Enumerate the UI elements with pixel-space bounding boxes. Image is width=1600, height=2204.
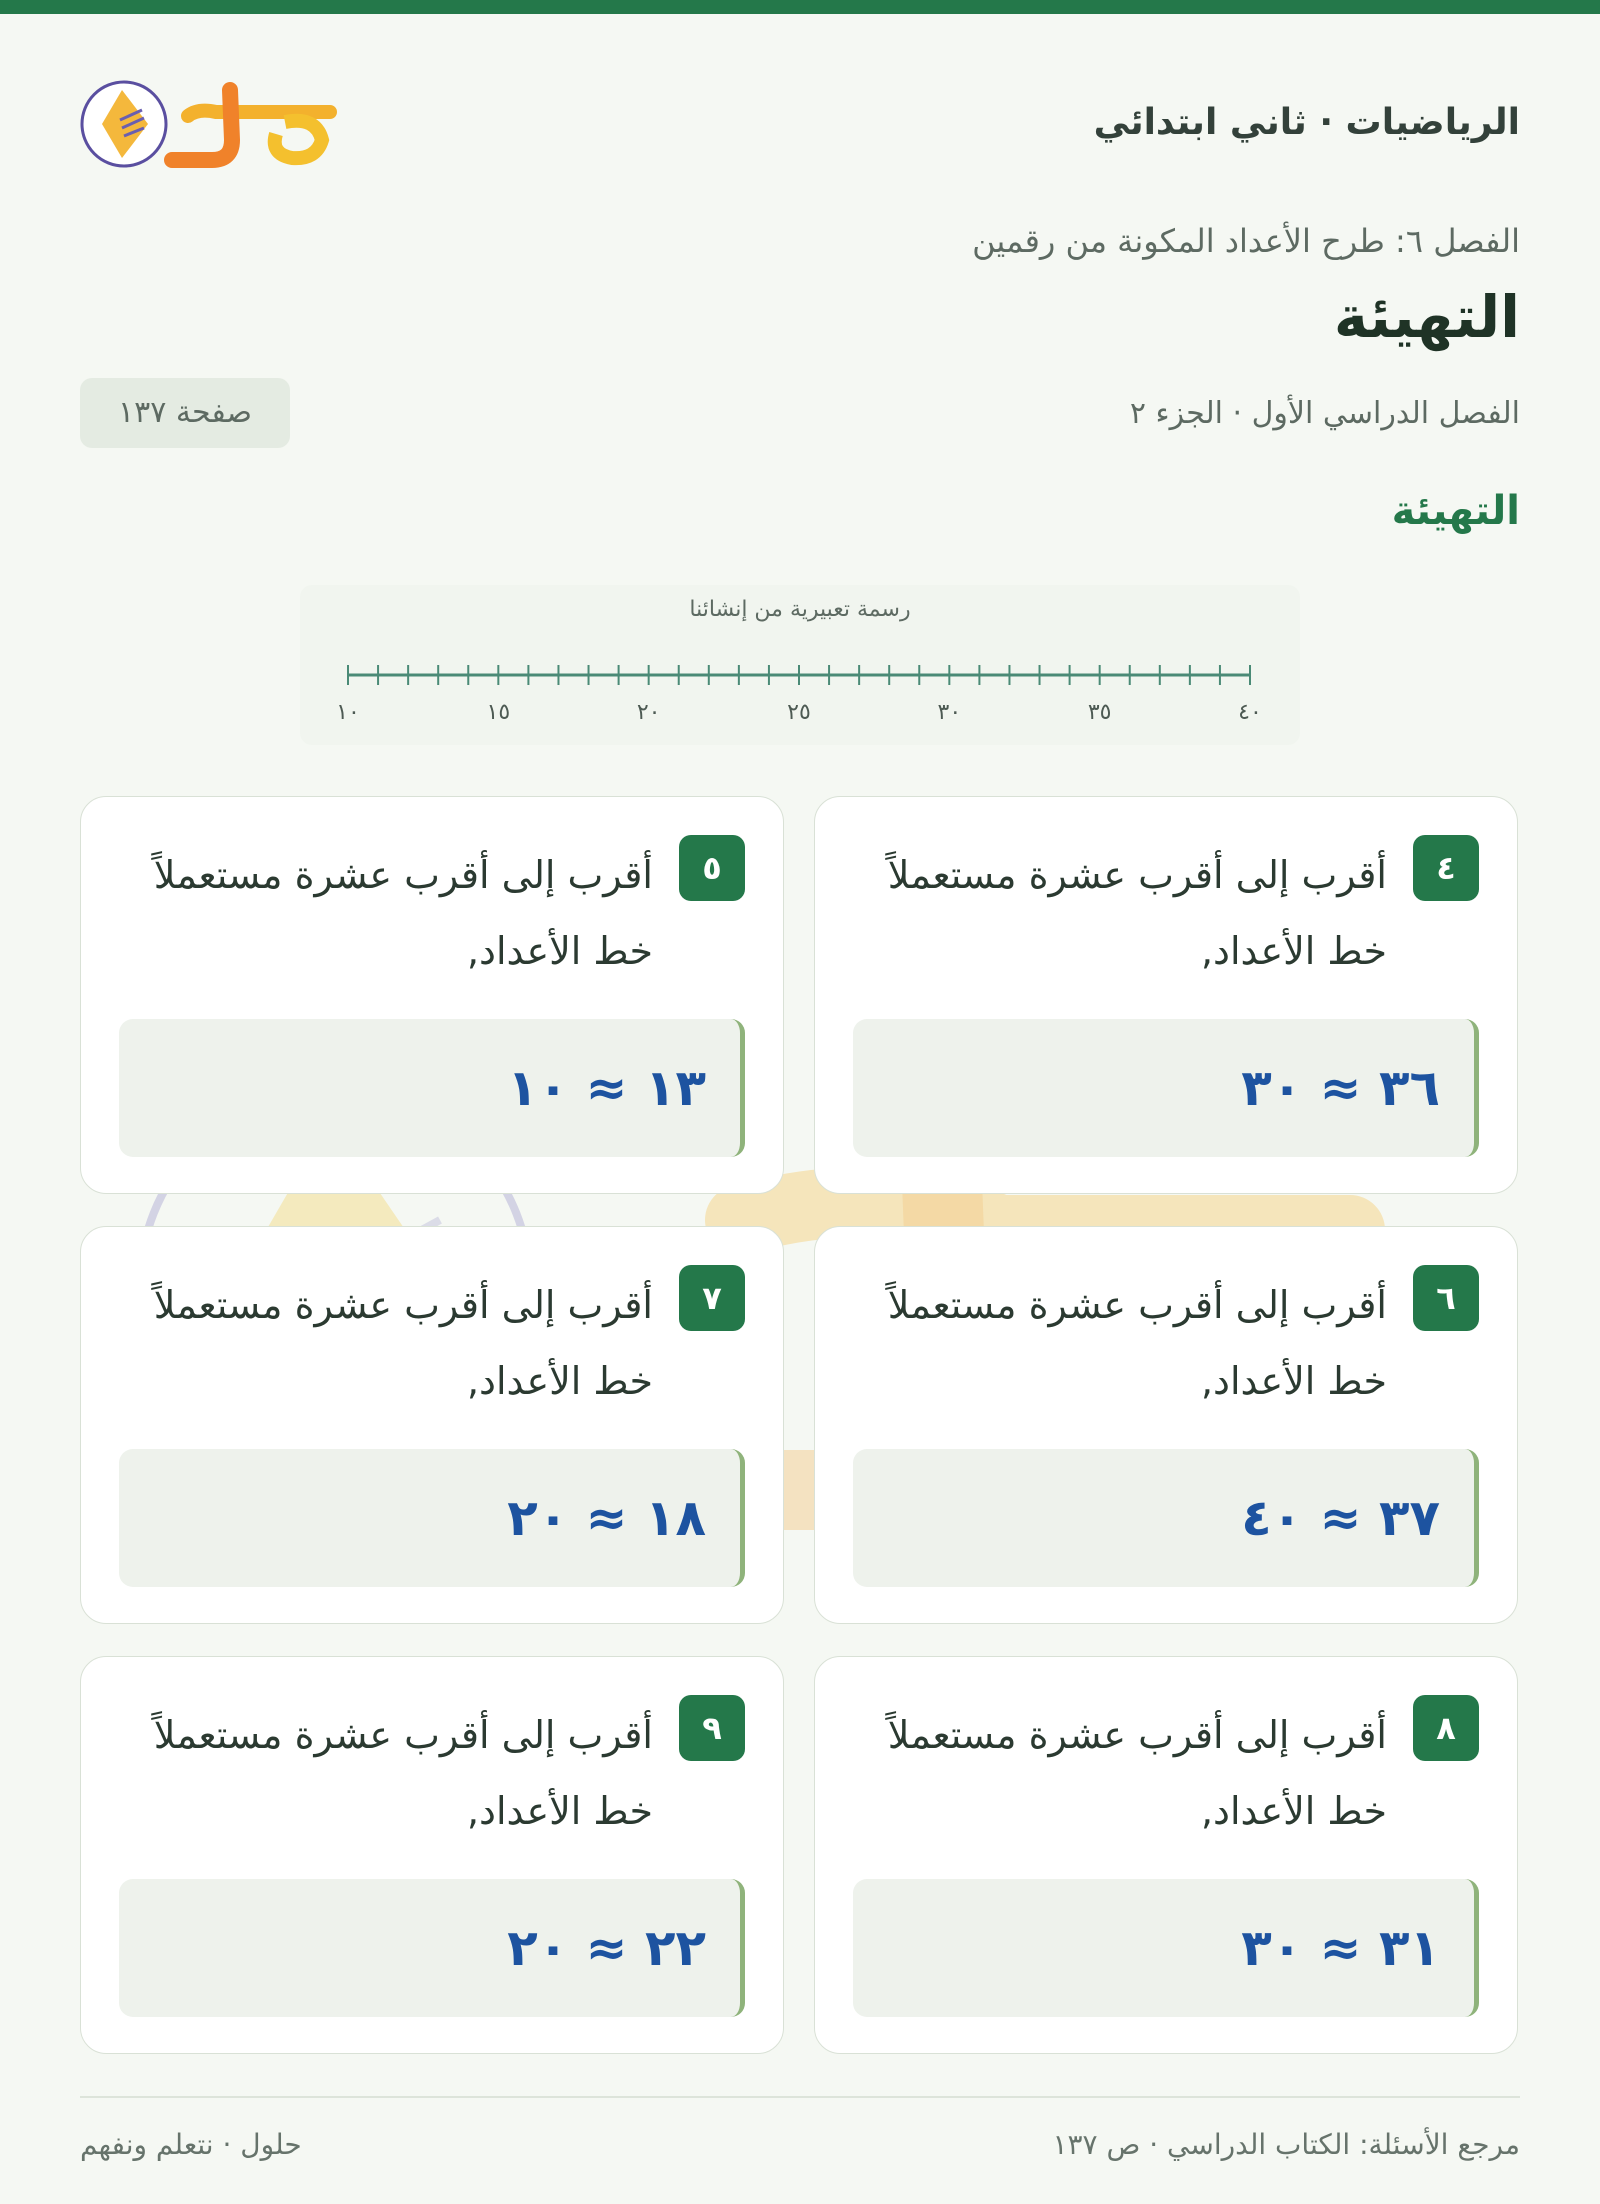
hulool-logo[interactable] [80, 68, 370, 180]
number-line-label: ١٠ [336, 700, 360, 725]
page-number-badge: صفحة ١٣٧ [80, 378, 290, 448]
answer-box [119, 1879, 745, 2017]
footer-reference: مرجع الأسئلة: الكتاب الدراسي · ص ١٣٧ [1052, 2128, 1520, 2161]
answer-value: ٣٧ ≈ ٤٠ [1241, 1489, 1440, 1547]
answer-box [119, 1019, 745, 1157]
question-number: ٧ [679, 1265, 745, 1331]
subject-title: الرياضيات · ثاني ابتدائي [1093, 102, 1520, 143]
question-card [814, 1226, 1518, 1624]
question-text: أقرب إلى أقرب عشرة مستعملاً خط الأعداد, [153, 1713, 653, 1833]
question-number: ٤ [1413, 835, 1479, 901]
answer-value: ١٣ ≈ ١٠ [507, 1059, 706, 1117]
answer-box [853, 1449, 1479, 1587]
question-card [814, 796, 1518, 1194]
page-header [80, 60, 1520, 190]
question-card [80, 796, 784, 1194]
number-line-label: ٣٠ [937, 700, 962, 725]
number-line [300, 585, 1300, 745]
question-number: ٩ [679, 1695, 745, 1761]
answer-box [853, 1019, 1479, 1157]
question-text: أقرب إلى أقرب عشرة مستعملاً خط الأعداد, [887, 1713, 1387, 1833]
footer-divider [80, 2096, 1520, 2098]
number-line-label: ١٥ [486, 700, 511, 725]
top-accent-bar [0, 0, 1600, 14]
question-card [80, 1226, 784, 1624]
answer-box [119, 1449, 745, 1587]
question-number: ٨ [1413, 1695, 1479, 1761]
number-line-label: ٢٠ [636, 700, 661, 725]
question-number: ٦ [1413, 1265, 1479, 1331]
footer-brand: حلول · نتعلم ونفهم [80, 2128, 302, 2161]
number-line-label: ٤٠ [1238, 700, 1262, 725]
section-title: التهيئة [1391, 488, 1520, 534]
question-text: أقرب إلى أقرب عشرة مستعملاً خط الأعداد, [887, 853, 1387, 973]
answer-box [853, 1879, 1479, 2017]
answer-value: ٣٦ ≈ ٣٠ [1241, 1059, 1440, 1117]
chapter-title: الفصل ٦: طرح الأعداد المكونة من رقمين [972, 222, 1520, 260]
term-label: الفصل الدراسي الأول · الجزء ٢ [1129, 396, 1520, 431]
number-line-label: ٣٥ [1087, 700, 1112, 725]
answer-value: ٣١ ≈ ٣٠ [1241, 1919, 1440, 1977]
answer-value: ١٨ ≈ ٢٠ [507, 1489, 706, 1547]
question-text: أقرب إلى أقرب عشرة مستعملاً خط الأعداد, [887, 1283, 1387, 1403]
question-text: أقرب إلى أقرب عشرة مستعملاً خط الأعداد, [153, 853, 653, 973]
number-line-label: ٢٥ [787, 700, 811, 725]
page-title: التهيئة [1333, 283, 1520, 351]
question-card [814, 1656, 1518, 2054]
answer-value: ٢٢ ≈ ٢٠ [507, 1919, 706, 1977]
question-number: ٥ [679, 835, 745, 901]
number-line-figure [300, 585, 1300, 745]
number-line-caption: رسمة تعبيرية من إنشائنا [689, 597, 911, 622]
question-text: أقرب إلى أقرب عشرة مستعملاً خط الأعداد, [153, 1283, 653, 1403]
question-card [80, 1656, 784, 2054]
